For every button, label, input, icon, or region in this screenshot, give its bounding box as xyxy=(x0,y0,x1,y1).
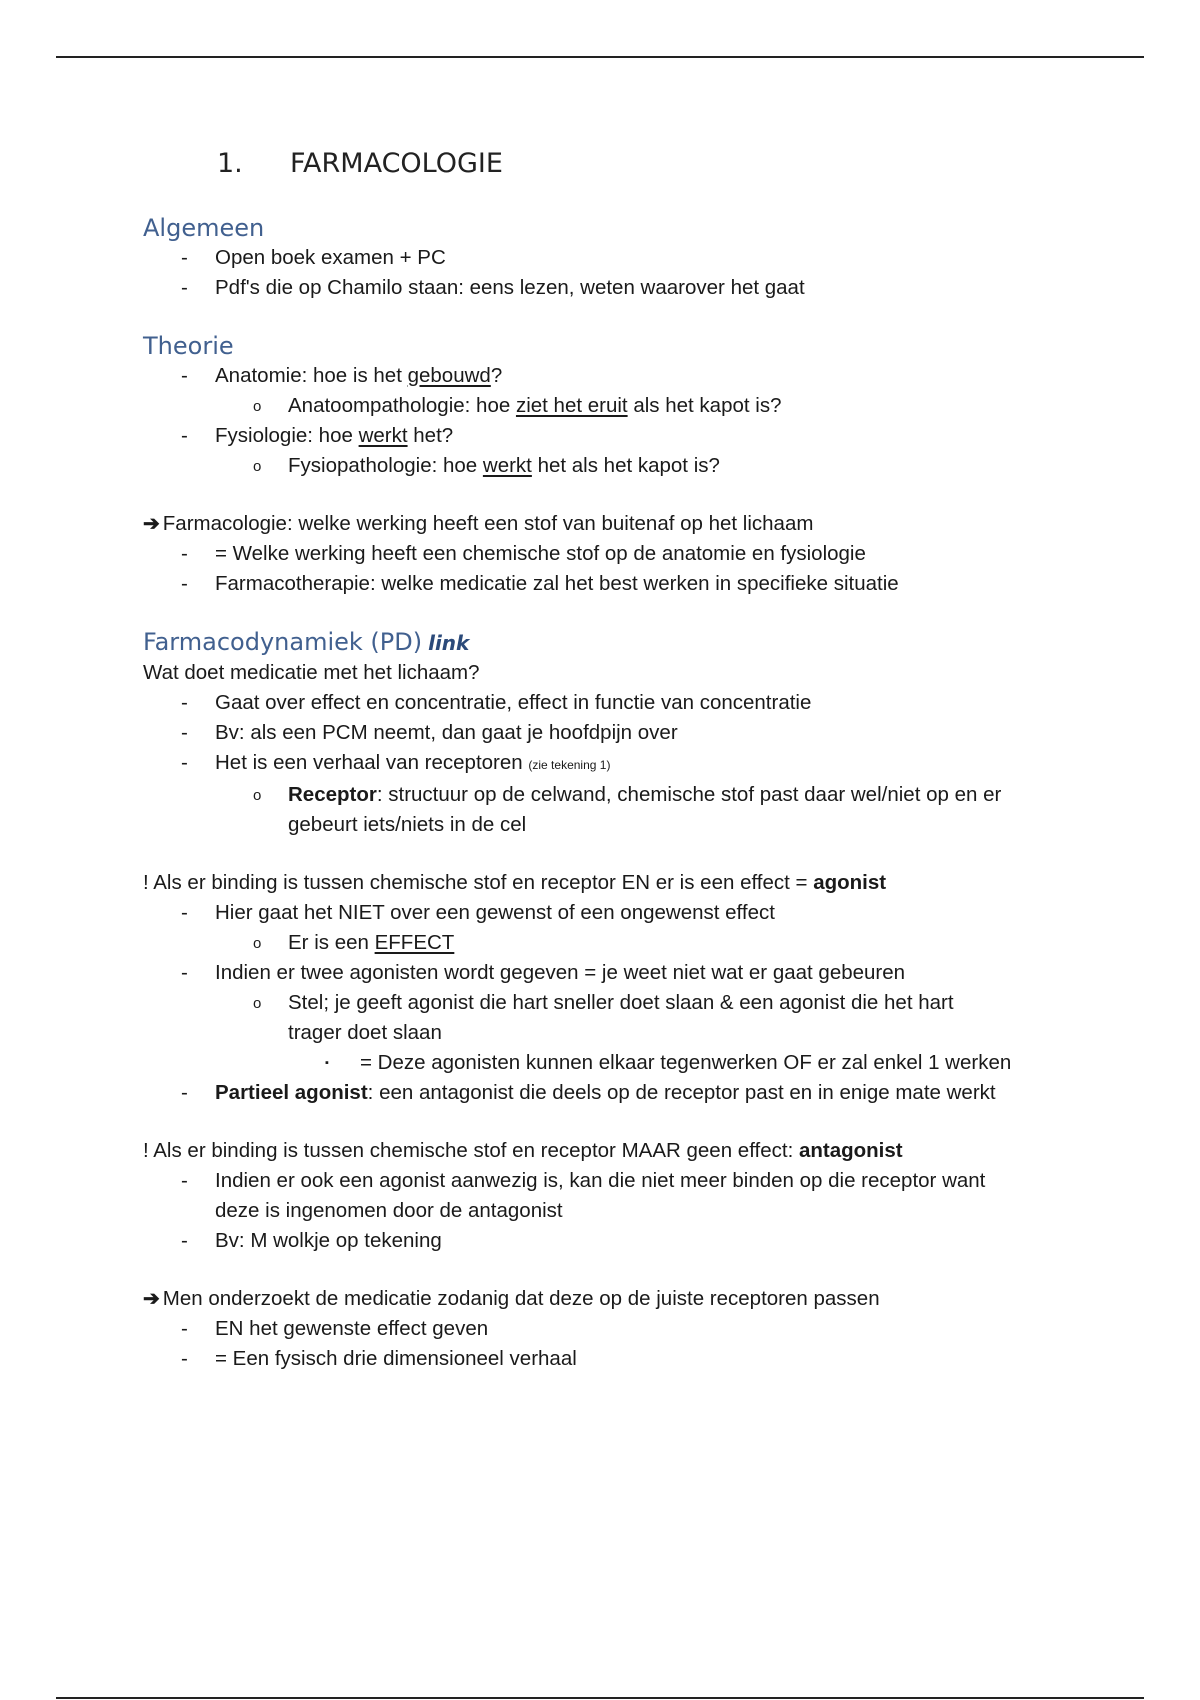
list-item: - Indien er ook een agonist aanwezig is, kan die niet meer binden op die receptor want deze is ingenomen door de antagonist xyxy=(181,1169,986,1222)
list-subitem: o Fysiopathologie: hoe werkt het als het kapot is? xyxy=(253,454,720,477)
document-page xyxy=(143,140,1083,1374)
list-item: - Farmacotherapie: welke medicatie zal het best werken in specifieke situatie xyxy=(181,572,899,595)
list-item: - Het is een verhaal van receptoren (zie tekening 1) xyxy=(181,751,611,774)
list-subsubitem: ▪ = Deze agonisten kunnen elkaar tegenwerken OF er zal enkel 1 werken xyxy=(325,1051,1012,1074)
agonist-line: ! Als er binding is tussen chemische stof en receptor EN er is een effect = agonist xyxy=(143,871,887,894)
chapter-title: FARMACOLOGIE xyxy=(290,148,503,179)
link-text[interactable]: link xyxy=(428,631,470,655)
chapter-number: 1. xyxy=(217,148,243,179)
list-item: - EN het gewenste effect geven xyxy=(181,1317,489,1340)
arrow-icon: ➔ xyxy=(143,513,160,535)
list-subitem: o Stel; je geeft agonist die hart sneller doet slaan & een agonist die het hart trager doet slaan xyxy=(253,991,954,1044)
list-item: - Open boek examen + PC xyxy=(181,246,446,269)
list-item: - Bv: M wolkje op tekening xyxy=(181,1229,442,1252)
heading-algemeen: Algemeen xyxy=(143,214,265,242)
arrow-line: ➔ Farmacologie: welke werking heeft een stof van buitenaf op het lichaam xyxy=(143,512,814,535)
top-rule xyxy=(56,56,1144,58)
drawing-note: (zie tekening 1) xyxy=(528,758,611,772)
bottom-rule xyxy=(56,1697,1144,1699)
list-item: - Anatomie: hoe is het gebouwd? xyxy=(181,364,503,387)
list-item: - Bv: als een PCM neemt, dan gaat je hoofdpijn over xyxy=(181,721,678,744)
list-subitem: o Receptor: structuur op de celwand, chemische stof past daar wel/niet op en er gebeurt iets/niets in de cel xyxy=(253,783,1002,836)
arrow-line: ➔ Men onderzoekt de medicatie zodanig dat deze op de juiste receptoren passen xyxy=(143,1287,880,1310)
heading-theorie: Theorie xyxy=(143,332,234,360)
list-item: - Partieel agonist: een antagonist die deels op de receptor past en in enige mate werkt xyxy=(181,1081,996,1104)
chapter-heading xyxy=(217,148,1083,179)
antagonist-line: ! Als er binding is tussen chemische stof en receptor MAAR geen effect: antagonist xyxy=(143,1139,903,1162)
list-item: - Hier gaat het NIET over een gewenst of een ongewenst effect xyxy=(181,901,775,924)
question-line: Wat doet medicatie met het lichaam? xyxy=(143,661,480,684)
arrow-icon: ➔ xyxy=(143,1288,160,1310)
heading-farmacodynamiek: Farmacodynamiek (PD) link xyxy=(143,628,470,656)
list-item: - Fysiologie: hoe werkt het? xyxy=(181,424,454,447)
list-item: - Indien er twee agonisten wordt gegeven = je weet niet wat er gaat gebeuren xyxy=(181,961,906,984)
list-subitem: o Anatoompathologie: hoe ziet het eruit als het kapot is? xyxy=(253,394,782,417)
list-subitem: o Er is een EFFECT xyxy=(253,931,455,954)
list-item: - = Welke werking heeft een chemische stof op de anatomie en fysiologie xyxy=(181,542,866,565)
list-item: - Gaat over effect en concentratie, effect in functie van concentratie xyxy=(181,691,812,714)
list-item: - = Een fysisch drie dimensioneel verhaal xyxy=(181,1347,577,1370)
list-item: - Pdf's die op Chamilo staan: eens lezen, weten waarover het gaat xyxy=(181,276,805,299)
